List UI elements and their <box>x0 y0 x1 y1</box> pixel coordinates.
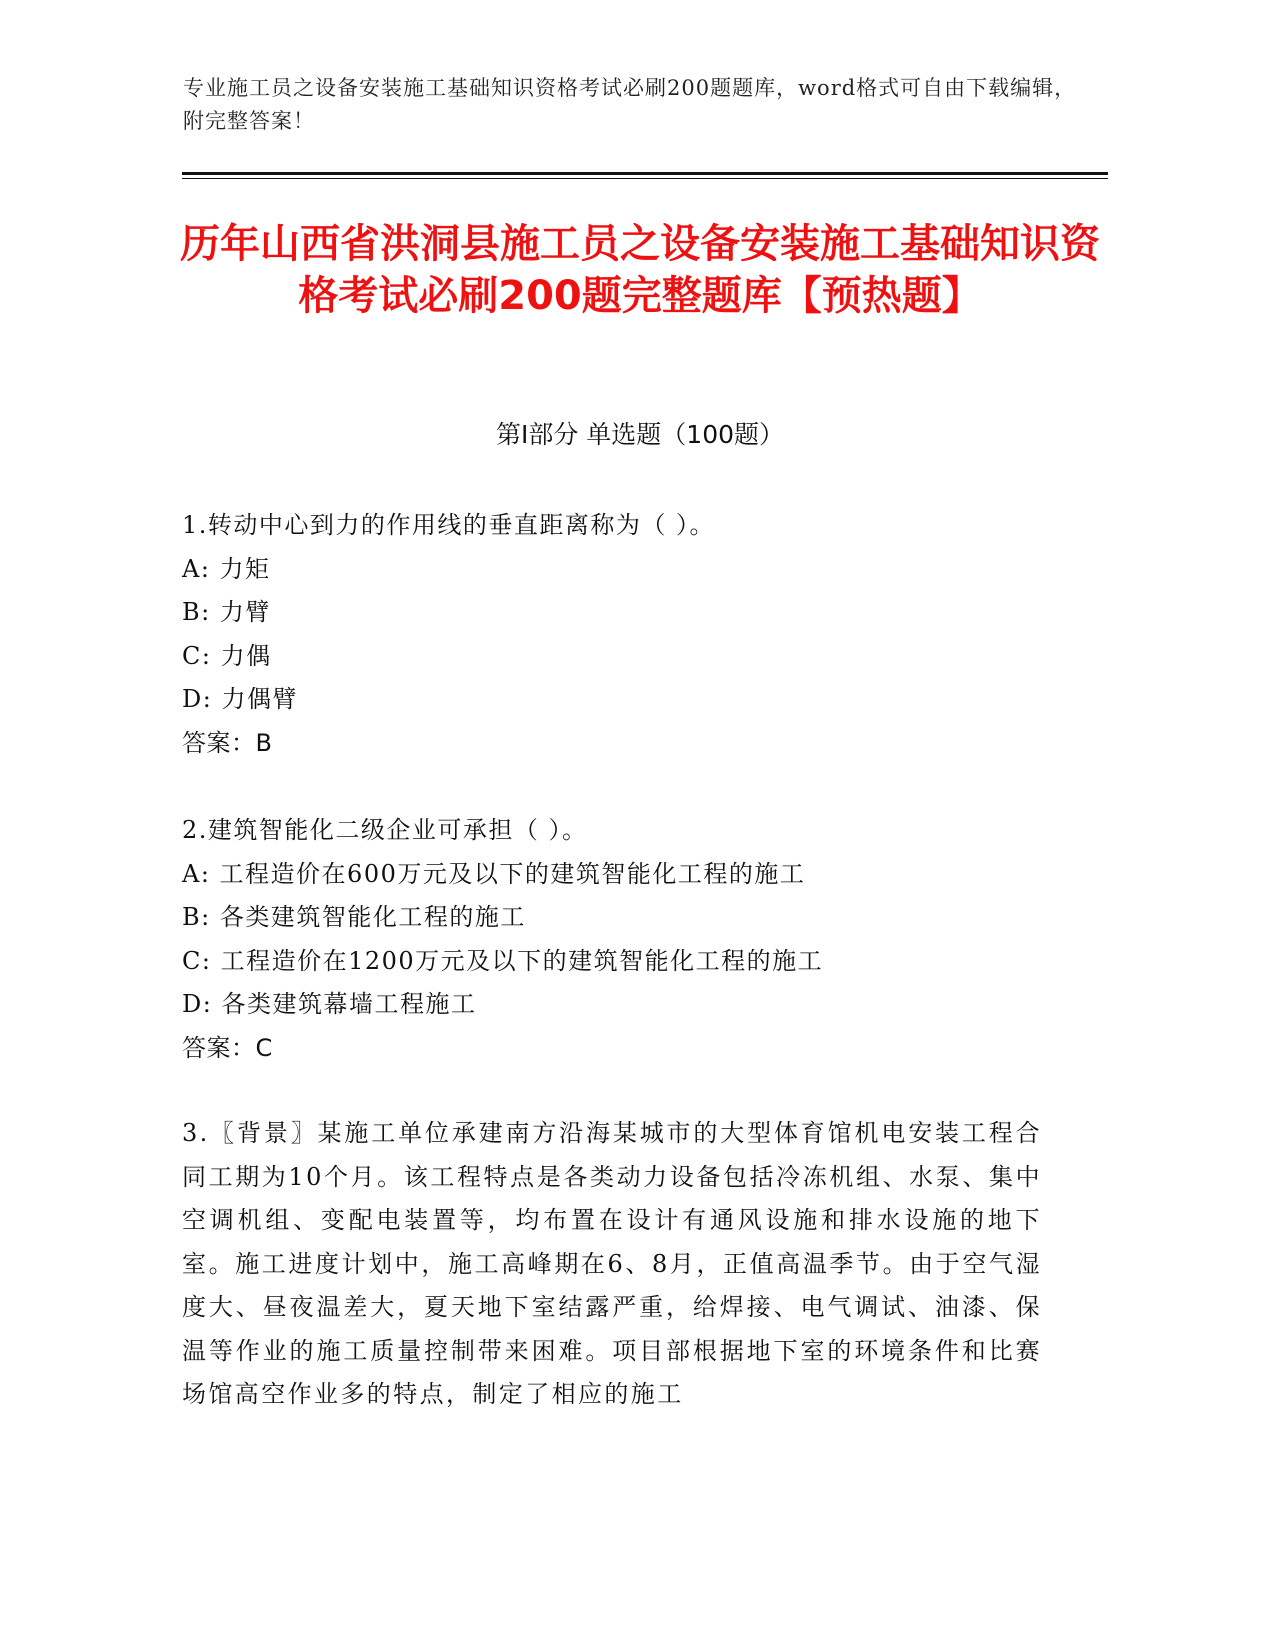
section-title: 第Ⅰ部分 单选题（100题） <box>495 420 785 449</box>
header-divider-thin <box>182 178 1108 179</box>
option-b: B: 力臂 <box>182 598 271 626</box>
answer: 答案：B <box>182 728 273 757</box>
option-a: A: 工程造价在600万元及以下的建筑智能化工程的施工 <box>182 859 806 888</box>
header-note: 专业施工员之设备安装施工基础知识资格考试必刷200题题库，word格式可自由下载编辑，附完整答案！ <box>183 76 1077 133</box>
question-1 <box>182 504 1032 765</box>
question-stem: 2.建筑智能化二级企业可承担（ ）。 <box>182 816 588 844</box>
question-stem: 1.转动中心到力的作用线的垂直距离称为（ ）。 <box>182 511 716 539</box>
header-divider-thick <box>182 172 1108 175</box>
document-title: 历年山西省洪洞县施工员之设备安装施工基础知识资格考试必刷200题完整题库【预热题】 <box>180 221 1100 319</box>
option-a: A: 力矩 <box>182 554 271 583</box>
answer: 答案：C <box>182 1033 273 1062</box>
question-3-stem: 3.〖背景〗某施工单位承建南方沿海某城市的大型体育馆机电安装工程合同工期为10个月。该工程特点是各类动力设备包括冷冻机组、水泵、集中空调机组、变配电装置等，均布置在设计有通风设施和排水设施的地下室。施工进度计划中，施工高峰期在6、8月，正值高温季节。由于空气湿度大、昼夜温差大，夏天地下室结露严重，给焊接、电气调试、油漆、保温等作业的施工质量控制带来困难。项目部根据地下室的环境条件和比赛场馆高空作业多的特点，制定了相应的施工 <box>182 1119 1042 1408</box>
question-2 <box>182 809 1032 1070</box>
option-c: C: 力偶 <box>182 641 272 670</box>
option-b: B: 各类建筑智能化工程的施工 <box>182 903 526 931</box>
option-c: C: 工程造价在1200万元及以下的建筑智能化工程的施工 <box>182 946 824 975</box>
option-d: D: 力偶臂 <box>182 685 298 713</box>
option-d: D: 各类建筑幕墙工程施工 <box>182 990 477 1018</box>
